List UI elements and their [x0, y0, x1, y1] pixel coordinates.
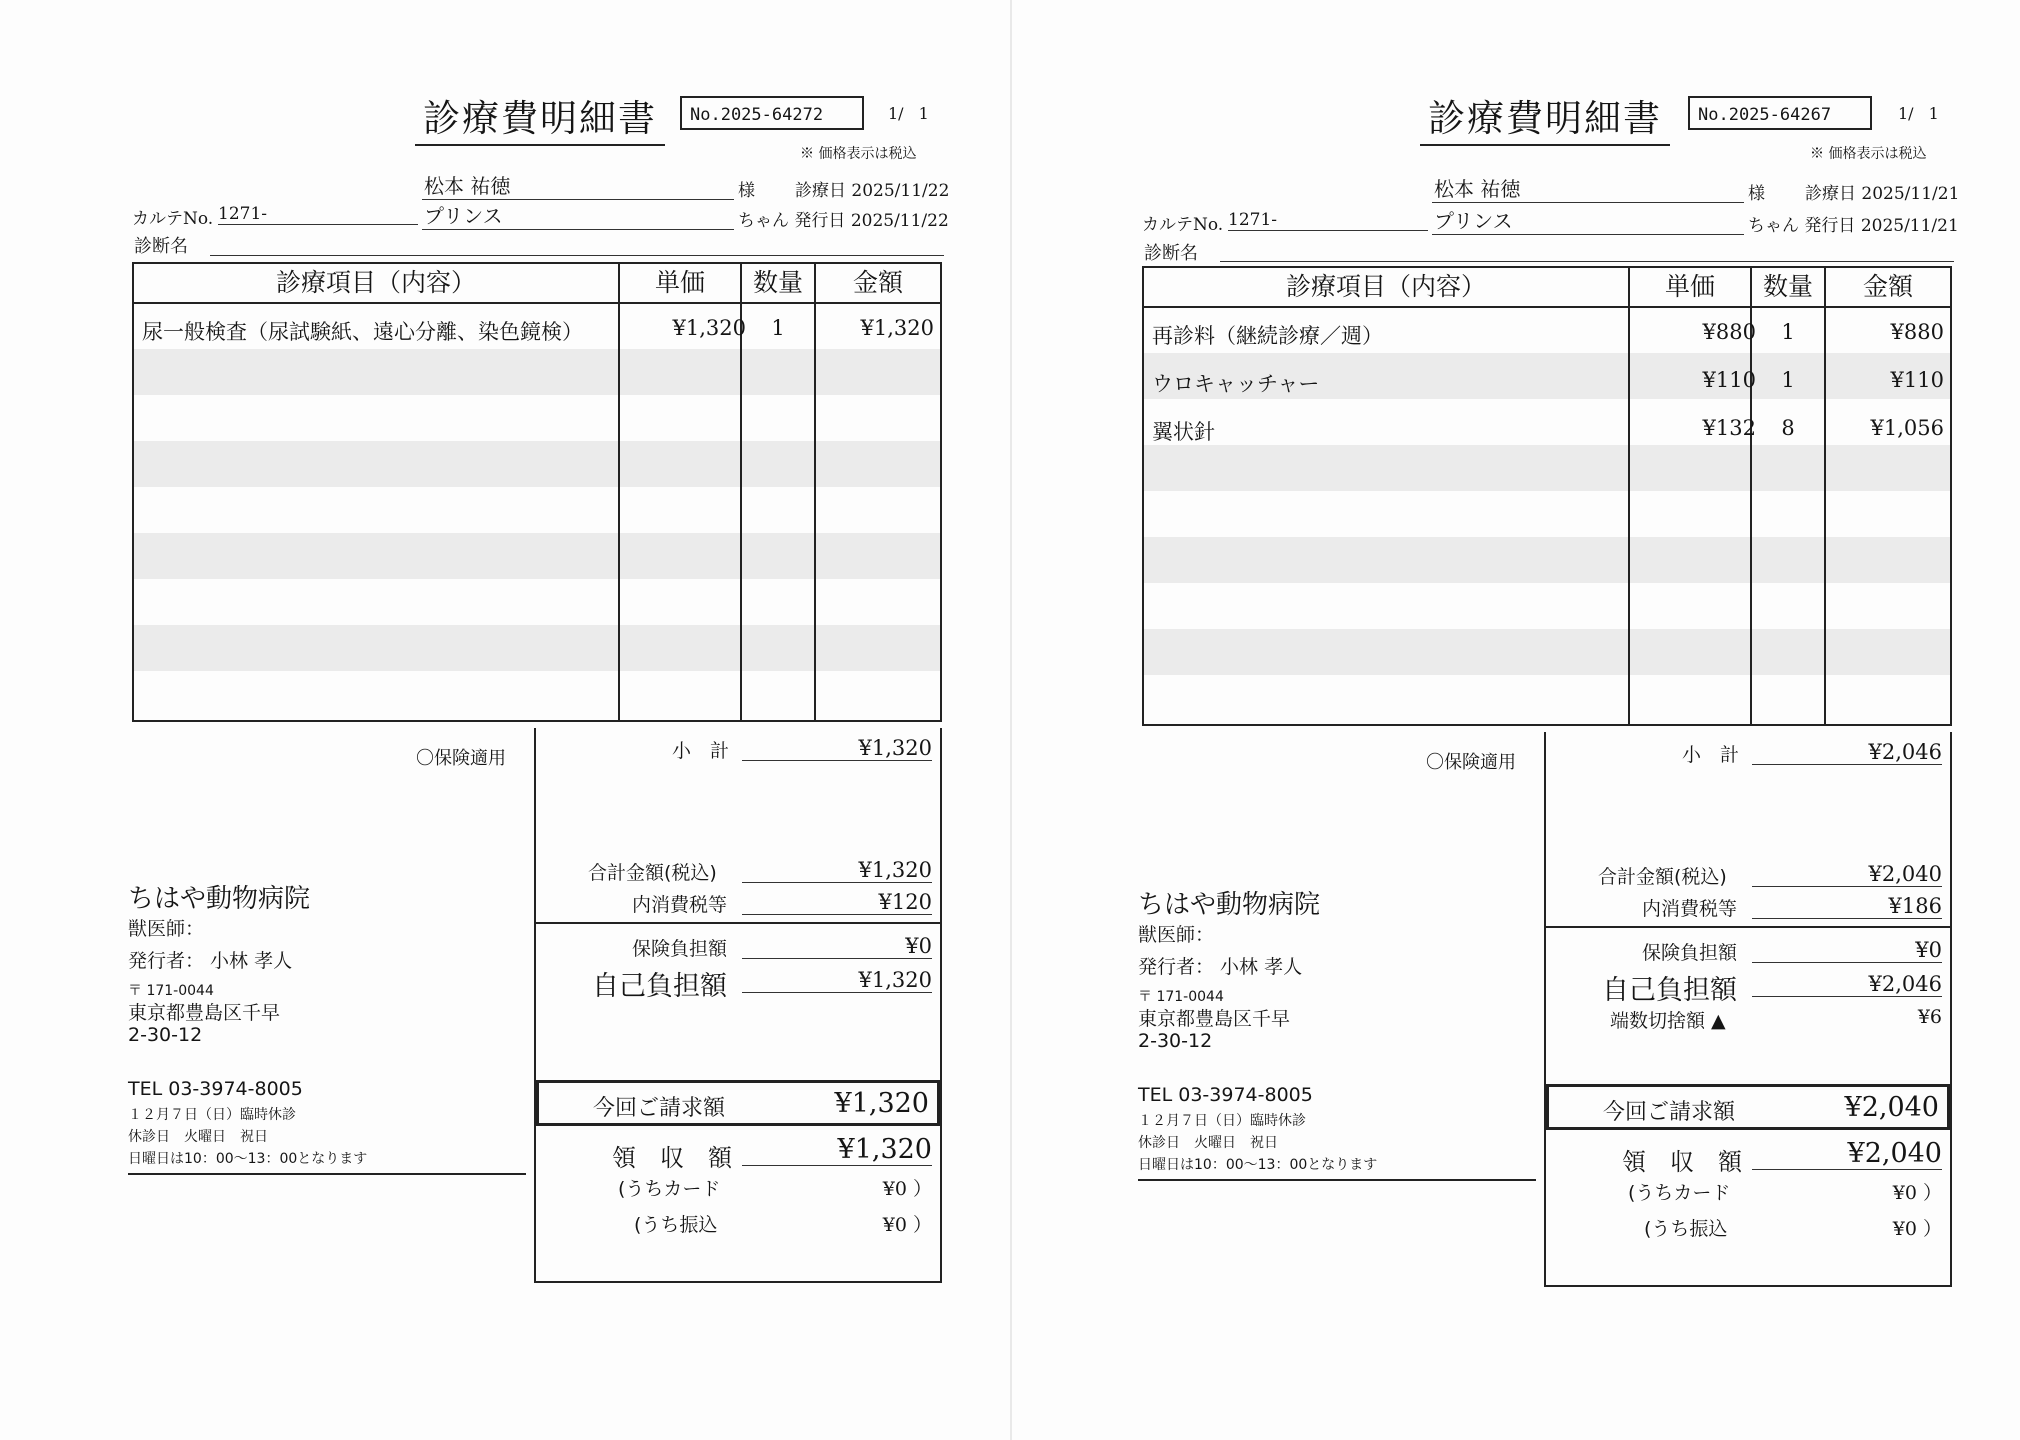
subtotal-value: ¥2,046 [1752, 740, 1942, 765]
item-name: 尿一般検査（尿試験紙、遠心分離、染色鏡検） [142, 320, 583, 344]
issuer: 発行者： 小林 孝人 [128, 950, 293, 972]
billing-box [1546, 1084, 1950, 1130]
table-band [134, 441, 940, 487]
card-label: (うちカード [618, 1178, 721, 1200]
rounding-value: ¥6 [1917, 1006, 1942, 1028]
item-qty: 1 [771, 316, 785, 340]
page-indicator [888, 104, 929, 123]
insurance-note: 〇保険適用 [416, 748, 506, 769]
transfer-label: (うち振込 [634, 1214, 718, 1236]
footer-line [128, 1173, 526, 1175]
header-price: 単価 [1664, 272, 1715, 301]
sunday-hours-note: 日曜日は10：00～13：00となります [128, 1151, 368, 1167]
diagnosis-line [210, 255, 944, 256]
header-item: 診療項目（内容） [275, 268, 476, 297]
item-price: ¥880 [1702, 320, 1756, 344]
card-value: ¥0 ） [882, 1178, 932, 1200]
summary-divider [1546, 926, 1952, 928]
insurance-burden-value: ¥0 [1752, 938, 1942, 963]
issue-date-value: 2025/11/21 [1860, 216, 1959, 236]
statement-right [1010, 0, 2020, 1440]
header-qty: 数量 [1762, 272, 1813, 301]
diagnosis-line [1220, 261, 1954, 262]
telephone: TEL 03-3974-8005 [1138, 1084, 1313, 1106]
billing-box [536, 1080, 940, 1126]
tax-note: ※ 価格表示は税込 [800, 146, 917, 162]
self-burden-label: 自己負担額 [1602, 975, 1737, 1006]
subtotal-value: ¥1,320 [742, 736, 932, 761]
item-qty: 1 [1781, 368, 1795, 392]
received-value: ¥2,040 [1752, 1138, 1942, 1170]
issue-date-value: 2025/11/22 [850, 211, 949, 231]
page-total: 1 [918, 104, 929, 123]
document-title: 診療費明細書 [415, 88, 665, 146]
issue-date [1748, 211, 1959, 236]
issue-date-label: 発行日 [794, 211, 846, 231]
header-amount: 金額 [852, 268, 903, 297]
item-price: ¥110 [1702, 368, 1756, 392]
clinic-name: ちはや動物病院 [128, 884, 311, 914]
tax-label: 内消費税等 [632, 894, 728, 916]
closure-note: １２月７日（日）臨時休診 [128, 1107, 296, 1123]
address-line-1: 東京都豊島区千早 [1138, 1008, 1291, 1030]
holiday-note: 休診日 火曜日 祝日 [128, 1129, 268, 1145]
received-label: 領 収 額 [1622, 1148, 1742, 1176]
closure-note: １２月７日（日）臨時休診 [1138, 1113, 1306, 1129]
table-row [1144, 360, 1950, 406]
tax-label: 内消費税等 [1642, 898, 1738, 920]
billing-value: ¥1,320 [834, 1088, 929, 1119]
item-amount: ¥1,056 [1870, 416, 1944, 440]
item-name: 翼状針 [1152, 420, 1215, 444]
document-title: 診療費明細書 [1420, 88, 1670, 146]
page-current: 1/ [1898, 104, 1914, 123]
item-price: ¥132 [1702, 416, 1756, 440]
issue-date-label: 発行日 [1804, 216, 1856, 236]
subtotal-label: 小 計 [1682, 744, 1740, 766]
vet-label: 獣医師： [1138, 924, 1215, 946]
table-row [1144, 312, 1950, 358]
karte-label: カルテNo. [1142, 215, 1224, 235]
table-header [1144, 268, 1950, 308]
sunday-hours-note: 日曜日は10：00～13：00となります [1138, 1157, 1378, 1173]
self-burden-label: 自己負担額 [592, 971, 727, 1002]
table-band [134, 349, 940, 395]
header-price: 単価 [654, 268, 705, 297]
item-amount: ¥1,320 [860, 316, 934, 340]
billing-label: 今回ご請求額 [1603, 1100, 1736, 1125]
header-qty: 数量 [752, 268, 803, 297]
address-line-2: 2-30-12 [128, 1024, 203, 1046]
page-total: 1 [1928, 104, 1939, 123]
diagnosis-label: 診断名 [1144, 243, 1198, 264]
insurance-note: 〇保険適用 [1426, 752, 1516, 773]
card-label: (うちカード [1628, 1182, 1731, 1204]
summary-box [534, 728, 942, 1283]
item-price: ¥1,320 [672, 316, 746, 340]
summary-divider [536, 922, 942, 924]
pet-suffix: ちゃん [1748, 216, 1799, 236]
table-band [1144, 629, 1950, 675]
karte-label: カルテNo. [132, 209, 214, 229]
owner-name: 松本 祐徳 [1432, 173, 1744, 203]
pet-name: プリンス [422, 200, 734, 230]
rounding-label: 端数切捨額 ▲ [1610, 1010, 1726, 1032]
subtotal-label: 小 計 [672, 740, 730, 762]
item-amount: ¥880 [1890, 320, 1944, 344]
items-table [132, 262, 942, 722]
item-amount: ¥110 [1890, 368, 1944, 392]
item-name: ウロキャッチャー [1152, 372, 1320, 396]
table-band [134, 533, 940, 579]
document-number: No.2025-64272 [680, 96, 864, 130]
exam-date-value: 2025/11/21 [1861, 184, 1960, 204]
item-qty: 1 [1781, 320, 1795, 344]
issuer: 発行者： 小林 孝人 [1138, 956, 1303, 978]
header-item: 診療項目（内容） [1285, 272, 1486, 301]
insurance-burden-label: 保険負担額 [1642, 942, 1738, 964]
transfer-label: (うち振込 [1644, 1218, 1728, 1240]
pet-name: プリンス [1432, 205, 1744, 235]
footer-line [1138, 1179, 1536, 1181]
pet-suffix: ちゃん [738, 211, 789, 231]
insurance-burden-label: 保険負担額 [632, 938, 728, 960]
received-label: 領 収 額 [612, 1144, 732, 1172]
self-burden-value: ¥1,320 [742, 968, 932, 993]
exam-date [1805, 179, 1959, 204]
item-name: 再診料（継続診療／週） [1152, 324, 1383, 348]
exam-date [795, 176, 949, 201]
table-header [134, 264, 940, 304]
karte-number: 1271- [218, 204, 418, 225]
issue-date [738, 206, 949, 231]
transfer-value: ¥0 ） [1892, 1218, 1942, 1240]
table-row [1144, 408, 1950, 454]
holiday-note: 休診日 火曜日 祝日 [1138, 1135, 1278, 1151]
total-value: ¥1,320 [742, 858, 932, 883]
address-line-2: 2-30-12 [1138, 1030, 1213, 1052]
postal-code: 〒 171-0044 [1138, 989, 1224, 1005]
exam-date-label: 診療日 [1805, 184, 1856, 204]
header-amount: 金額 [1862, 272, 1913, 301]
items-table [1142, 266, 1952, 726]
vet-label: 獣医師： [128, 918, 205, 940]
total-value: ¥2,040 [1752, 862, 1942, 887]
table-band [134, 625, 940, 671]
table-row [134, 308, 940, 354]
tax-value: ¥186 [1752, 894, 1942, 919]
billing-label: 今回ご請求額 [593, 1096, 726, 1121]
owner-suffix: 様 [1748, 184, 1765, 204]
summary-box [1544, 732, 1952, 1287]
page-indicator [1898, 104, 1939, 123]
exam-date-value: 2025/11/22 [851, 181, 950, 201]
received-value: ¥1,320 [742, 1134, 932, 1166]
telephone: TEL 03-3974-8005 [128, 1078, 303, 1100]
owner-name: 松本 祐徳 [422, 170, 734, 200]
address-line-1: 東京都豊島区千早 [128, 1002, 281, 1024]
total-label: 合計金額(税込) [588, 862, 717, 884]
diagnosis-label: 診断名 [134, 236, 188, 257]
item-qty: 8 [1781, 416, 1795, 440]
self-burden-value: ¥2,046 [1752, 972, 1942, 997]
page-current: 1/ [888, 104, 904, 123]
document-number: No.2025-64267 [1688, 96, 1872, 130]
clinic-name: ちはや動物病院 [1138, 890, 1321, 920]
card-value: ¥0 ） [1892, 1182, 1942, 1204]
table-band [1144, 537, 1950, 583]
total-label: 合計金額(税込) [1598, 866, 1727, 888]
karte-number: 1271- [1228, 210, 1428, 231]
exam-date-label: 診療日 [795, 181, 846, 201]
owner-suffix: 様 [738, 181, 755, 201]
tax-note: ※ 価格表示は税込 [1810, 146, 1927, 162]
transfer-value: ¥0 ） [882, 1214, 932, 1236]
tax-value: ¥120 [742, 890, 932, 915]
postal-code: 〒 171-0044 [128, 983, 214, 999]
insurance-burden-value: ¥0 [742, 934, 932, 959]
billing-value: ¥2,040 [1844, 1092, 1939, 1123]
